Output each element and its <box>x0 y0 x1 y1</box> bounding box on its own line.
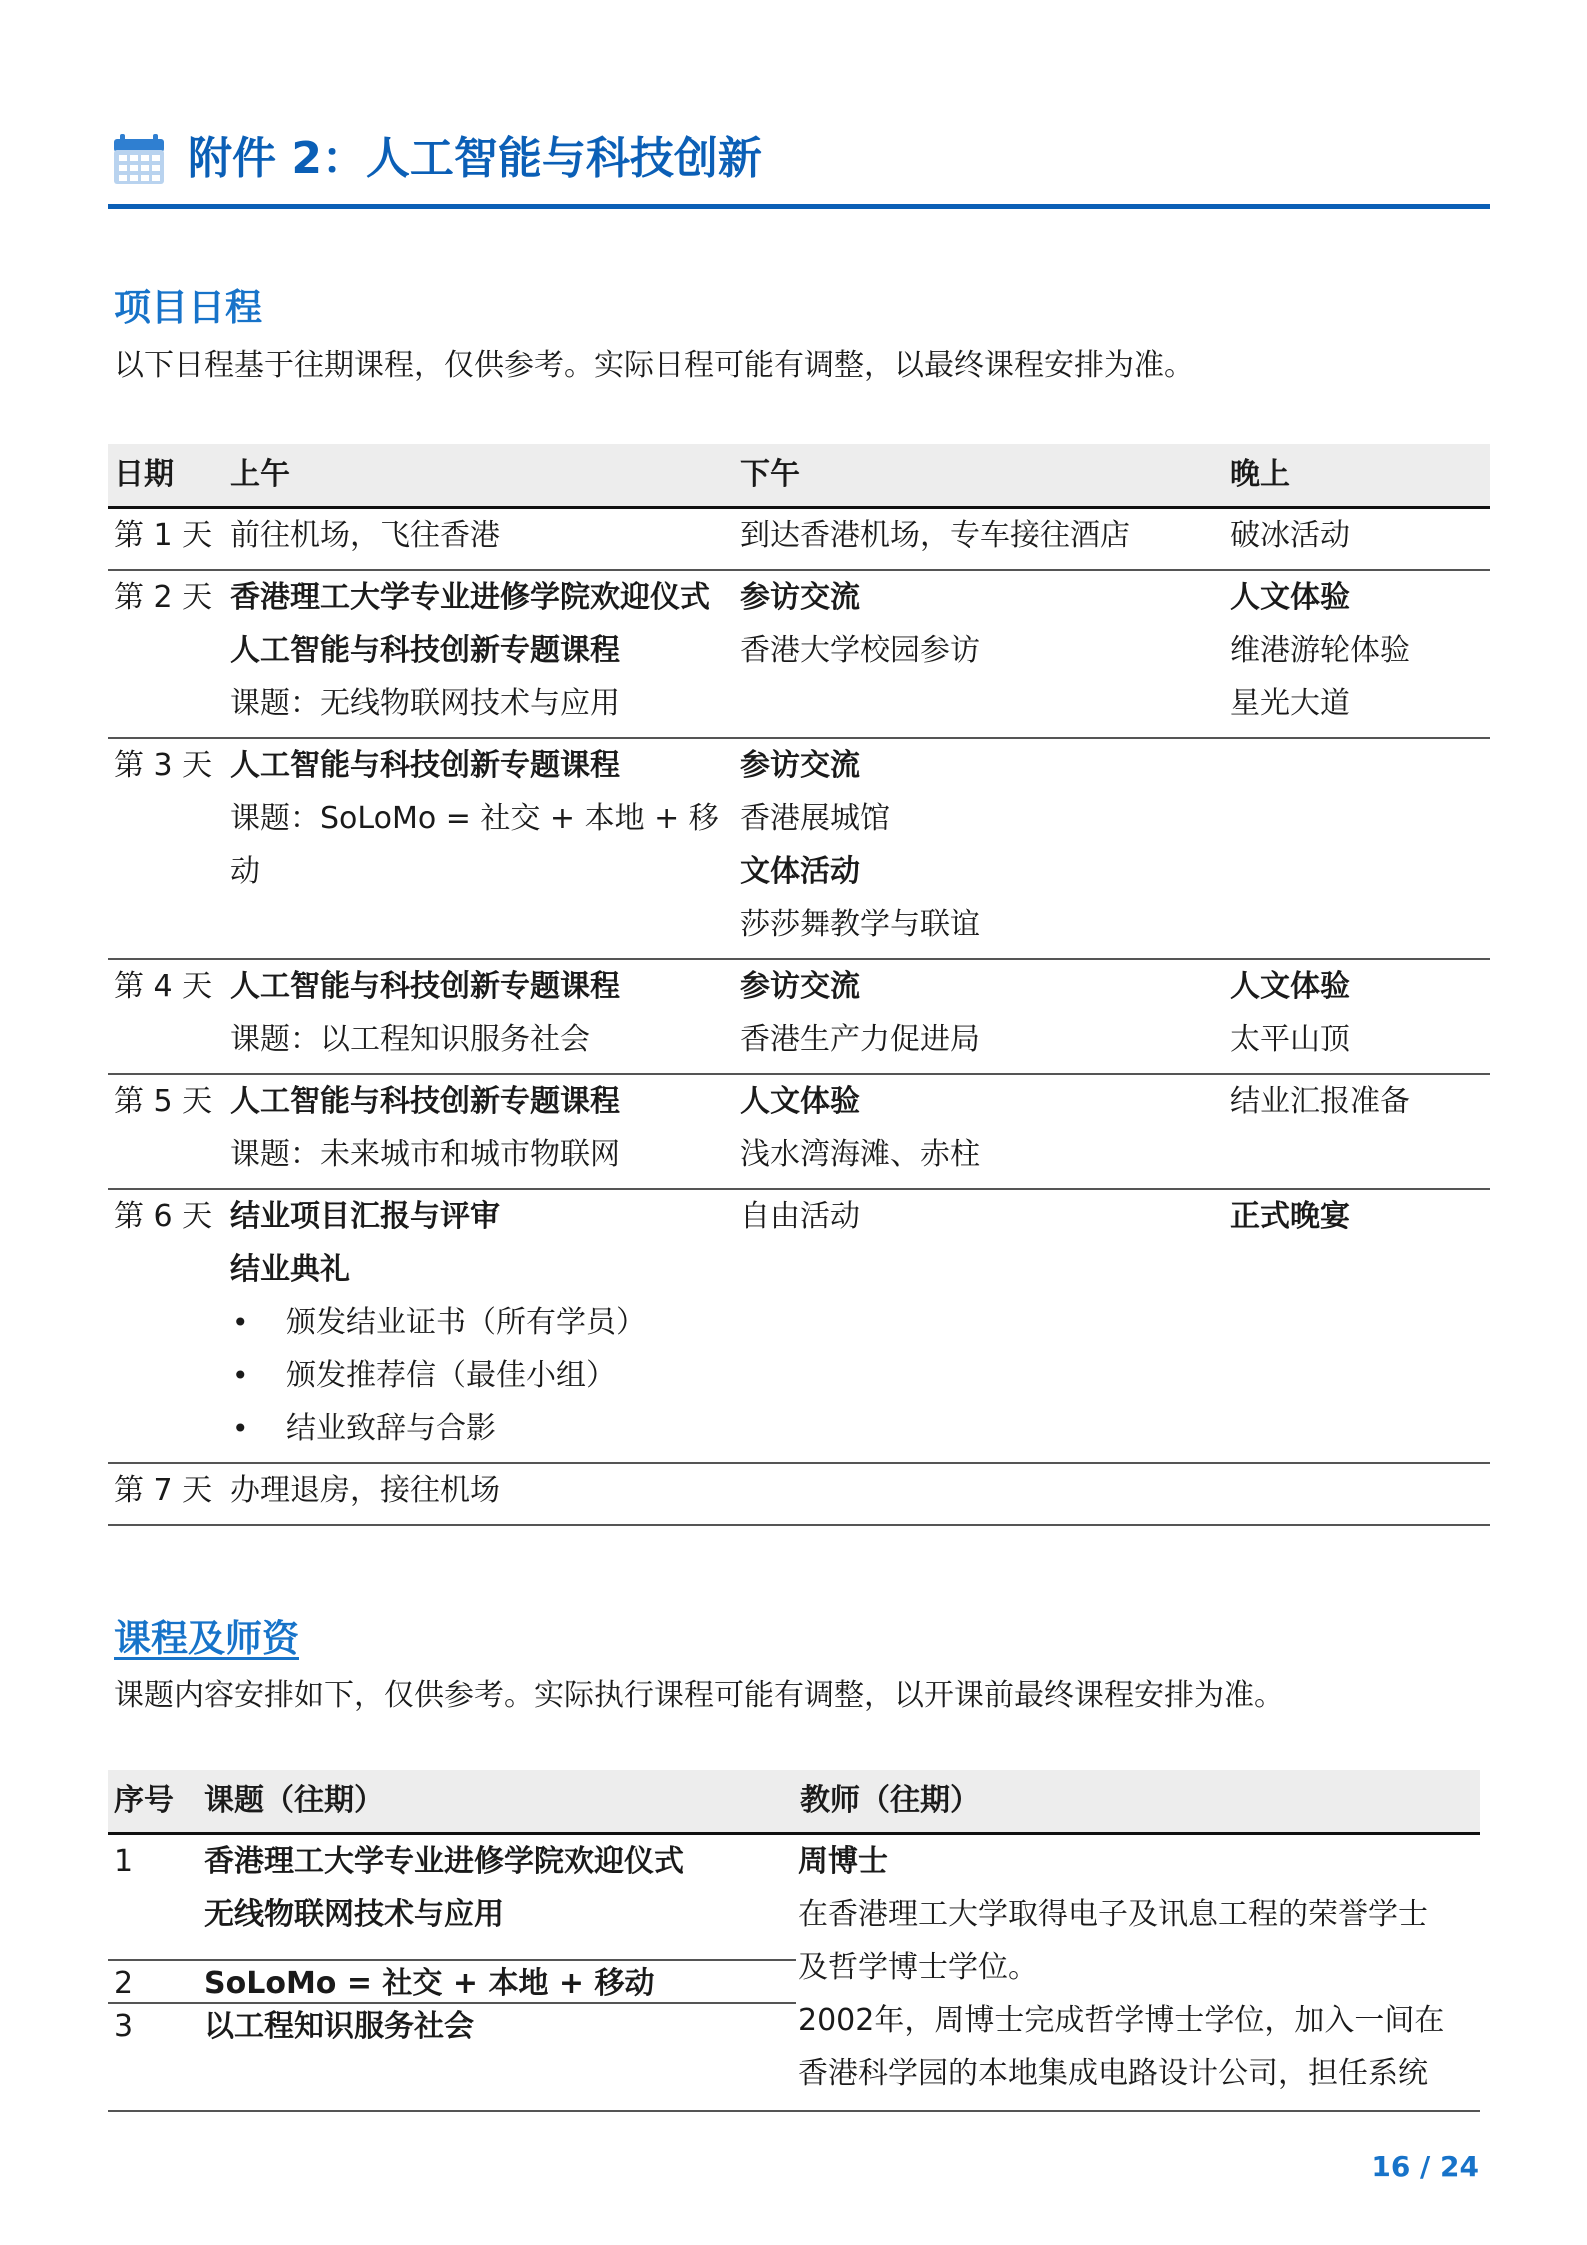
schedule-row <box>108 960 1490 1075</box>
col-date: 日期 <box>114 457 174 492</box>
schedule-afternoon-cell <box>740 509 1225 562</box>
col-afternoon: 下午 <box>740 457 800 492</box>
course-topic-cell <box>204 1835 684 1941</box>
schedule-row <box>108 1464 1490 1526</box>
teacher-bio-line: 在香港理工大学取得电子及讯息工程的荣誉学士 <box>798 1897 1428 1932</box>
schedule-entry: 人工智能与科技创新专题课程 <box>230 1084 620 1119</box>
schedule-day <box>114 571 212 624</box>
schedule-entry: 莎莎舞教学与联谊 <box>740 907 980 942</box>
schedule-entry: 人工智能与科技创新专题课程 <box>230 633 620 668</box>
schedule-evening-cell <box>1230 1190 1488 1243</box>
schedule-entry: 人工智能与科技创新专题课程 <box>230 748 620 783</box>
schedule-note: 以下日程基于往期课程，仅供参考。实际日程可能有调整，以最终课程安排为准。 <box>114 348 1194 383</box>
schedule-entry: 香港大学校园参访 <box>740 633 980 668</box>
course-topic: 以工程知识服务社会 <box>204 2009 474 2044</box>
teacher-name: 周博士 <box>798 1844 888 1879</box>
course-number: 1 <box>114 1844 134 1879</box>
schedule-day <box>114 1464 212 1517</box>
schedule-row <box>108 739 1490 960</box>
schedule-morning-cell <box>230 509 735 562</box>
col-evening: 晚上 <box>1230 457 1290 492</box>
course-number: 3 <box>114 2009 134 2044</box>
schedule-evening-cell <box>1230 960 1488 1066</box>
col-morning: 上午 <box>230 457 290 492</box>
schedule-entry: 自由活动 <box>740 1199 860 1234</box>
schedule-entry: 人工智能与科技创新专题课程 <box>230 969 620 1004</box>
schedule-row <box>108 571 1490 739</box>
teacher-bio <box>798 1835 1480 2100</box>
col-topic: 课题（往期） <box>204 1783 384 1818</box>
schedule-table <box>108 444 1490 1526</box>
schedule-entry: 人文体验 <box>1230 580 1350 615</box>
schedule-entry: 维港游轮体验 <box>1230 633 1410 668</box>
schedule-morning-cell <box>230 1464 735 1517</box>
teacher-bio-line: 及哲学博士学位。 <box>798 1950 1038 1985</box>
page-number: 16 / 24 <box>1371 2150 1479 2183</box>
schedule-afternoon-cell <box>740 1190 1225 1243</box>
day-label: 第 6 天 <box>114 1199 213 1234</box>
bullet-item: • 结业致辞与合影 <box>230 1402 735 1455</box>
schedule-evening-cell <box>1230 571 1488 730</box>
schedule-afternoon-cell <box>740 571 1225 677</box>
schedule-entry: 人文体验 <box>1230 969 1350 1004</box>
schedule-section-title: 项目日程 <box>114 286 262 329</box>
schedule-entry: 办理退房，接往机场 <box>230 1473 500 1508</box>
course-topic: SoLoMo = 社交 + 本地 + 移动 <box>204 1966 655 2001</box>
bullet-item: • 颁发推荐信（最佳小组） <box>230 1349 735 1402</box>
schedule-day <box>114 960 212 1013</box>
schedule-entry: 动 <box>230 854 260 889</box>
calendar-icon <box>114 134 164 184</box>
schedule-entry: 结业典礼 <box>230 1252 350 1287</box>
page-title: 附件 2：人工智能与科技创新 <box>188 133 762 184</box>
schedule-entry: 参访交流 <box>740 748 860 783</box>
schedule-entry: 课题：以工程知识服务社会 <box>230 1022 590 1057</box>
course-number-cell <box>114 1835 133 1888</box>
schedule-entry: 参访交流 <box>740 580 860 615</box>
schedule-day <box>114 1075 212 1128</box>
schedule-morning-cell <box>230 739 735 898</box>
schedule-entry: 结业项目汇报与评审 <box>230 1199 500 1234</box>
courses-table-bottom-rule <box>108 2110 1480 2112</box>
schedule-morning-cell <box>230 1075 735 1181</box>
teacher-bio-line: 2002年，周博士完成哲学博士学位，加入一间在 <box>798 2003 1445 2038</box>
schedule-row <box>108 509 1490 571</box>
course-row <box>108 1835 796 1961</box>
schedule-entry: 太平山顶 <box>1230 1022 1350 1057</box>
day-label: 第 4 天 <box>114 969 213 1004</box>
day-label: 第 7 天 <box>114 1473 213 1508</box>
col-teacher: 教师（往期） <box>800 1783 980 1818</box>
header-rule <box>108 204 1490 209</box>
courses-table <box>108 1770 1480 2091</box>
schedule-entry: 浅水湾海滩、赤柱 <box>740 1137 980 1172</box>
schedule-day <box>114 739 212 792</box>
schedule-table-body <box>108 509 1490 1526</box>
schedule-entry: 参访交流 <box>740 969 860 1004</box>
bullet-item: • 颁发结业证书（所有学员） <box>230 1296 735 1349</box>
schedule-morning-cell <box>230 1190 735 1455</box>
schedule-entry: 星光大道 <box>1230 686 1350 721</box>
schedule-morning-cell <box>230 571 735 730</box>
schedule-day <box>114 1190 212 1243</box>
course-number: 2 <box>114 1966 134 2001</box>
day-label: 第 2 天 <box>114 580 213 615</box>
courses-note: 课题内容安排如下，仅供参考。实际执行课程可能有调整，以开课前最终课程安排为准。 <box>114 1678 1284 1713</box>
schedule-afternoon-cell <box>740 1075 1225 1181</box>
schedule-afternoon-cell <box>740 960 1225 1066</box>
schedule-entry: 课题：SoLoMo = 社交 + 本地 + 移 <box>230 801 719 836</box>
course-topic-cell <box>204 2000 474 2053</box>
schedule-day <box>114 509 212 562</box>
day-label: 第 3 天 <box>114 748 213 783</box>
schedule-entry: 正式晚宴 <box>1230 1199 1350 1234</box>
schedule-entry: 课题：未来城市和城市物联网 <box>230 1137 620 1172</box>
course-row <box>108 2004 796 2070</box>
course-topic: 无线物联网技术与应用 <box>204 1897 504 1932</box>
schedule-entry: 文体活动 <box>740 854 860 889</box>
course-topic: 香港理工大学专业进修学院欢迎仪式 <box>204 1844 684 1879</box>
courses-topic-list <box>108 1835 796 2070</box>
day-label: 第 5 天 <box>114 1084 213 1119</box>
schedule-entry: 香港展城馆 <box>740 801 890 836</box>
schedule-evening-cell <box>1230 509 1488 562</box>
schedule-row <box>108 1190 1490 1464</box>
schedule-entry: 破冰活动 <box>1230 518 1350 553</box>
courses-table-header <box>108 1770 1480 1835</box>
schedule-afternoon-cell <box>740 739 1225 951</box>
course-number-cell <box>114 2000 133 2053</box>
schedule-table-header <box>108 444 1490 509</box>
course-row <box>108 1961 796 2004</box>
schedule-row <box>108 1075 1490 1190</box>
schedule-entry: 香港生产力促进局 <box>740 1022 980 1057</box>
schedule-evening-cell <box>1230 1075 1488 1128</box>
day-label: 第 1 天 <box>114 518 213 553</box>
schedule-morning-cell <box>230 960 735 1066</box>
schedule-entry: 课题：无线物联网技术与应用 <box>230 686 620 721</box>
page-header <box>108 128 1490 208</box>
teacher-bio-line: 香港科学园的本地集成电路设计公司，担任系统 <box>798 2056 1428 2091</box>
courses-section-title: 课程及师资 <box>114 1617 299 1660</box>
schedule-entry: 香港理工大学专业进修学院欢迎仪式 <box>230 580 710 615</box>
schedule-entry: 人文体验 <box>740 1084 860 1119</box>
schedule-entry: 结业汇报准备 <box>1230 1084 1410 1119</box>
schedule-entry: 前往机场，飞往香港 <box>230 518 500 553</box>
schedule-entry: 到达香港机场，专车接往酒店 <box>740 518 1130 553</box>
col-number: 序号 <box>114 1783 174 1818</box>
